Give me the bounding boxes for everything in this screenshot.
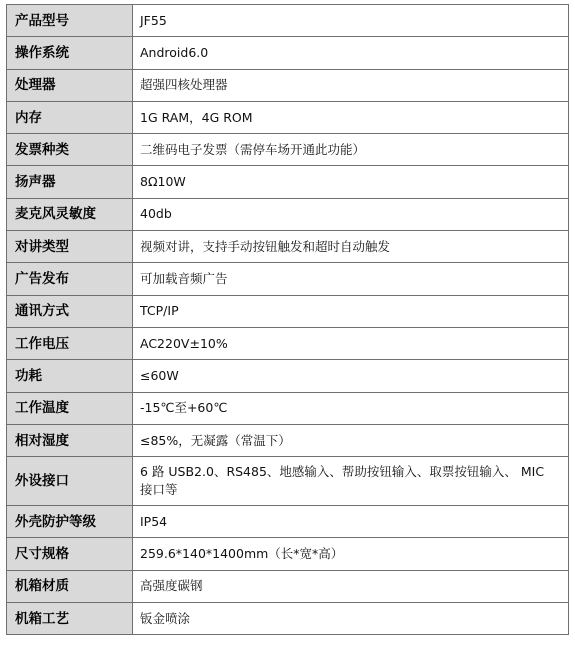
spec-value: 高强度碳钢 — [133, 570, 569, 602]
spec-value: 40db — [133, 198, 569, 230]
table-row — [7, 457, 569, 506]
spec-label: 操作系统 — [7, 37, 133, 69]
table-row — [7, 327, 569, 359]
table-row — [7, 295, 569, 327]
table-row — [7, 198, 569, 230]
spec-value: IP54 — [133, 506, 569, 538]
spec-table — [6, 4, 569, 635]
spec-value: -15℃至+60℃ — [133, 392, 569, 424]
spec-value: 6 路 USB2.0、RS485、地感输入、帮助按钮输入、取票按钮输入、 MIC 接口等 — [133, 457, 569, 506]
spec-label: 外设接口 — [7, 457, 133, 506]
spec-value: 259.6*140*1400mm（长*宽*高） — [133, 538, 569, 570]
spec-value: 钣金喷涂 — [133, 603, 569, 635]
spec-value: 8Ω10W — [133, 166, 569, 198]
spec-value: 视频对讲，支持手动按钮触发和超时自动触发 — [133, 231, 569, 263]
table-row — [7, 134, 569, 166]
table-row — [7, 5, 569, 37]
table-row — [7, 392, 569, 424]
spec-label: 机箱材质 — [7, 570, 133, 602]
spec-value: ≤85%，无凝露（常温下） — [133, 424, 569, 456]
spec-label: 对讲类型 — [7, 231, 133, 263]
spec-label: 尺寸规格 — [7, 538, 133, 570]
table-row — [7, 231, 569, 263]
spec-label: 机箱工艺 — [7, 603, 133, 635]
spec-label: 外壳防护等级 — [7, 506, 133, 538]
table-row — [7, 166, 569, 198]
table-row — [7, 101, 569, 133]
spec-label: 通讯方式 — [7, 295, 133, 327]
spec-value: AC220V±10% — [133, 327, 569, 359]
spec-label: 相对湿度 — [7, 424, 133, 456]
spec-label: 发票种类 — [7, 134, 133, 166]
table-row — [7, 263, 569, 295]
spec-label: 处理器 — [7, 69, 133, 101]
table-row — [7, 506, 569, 538]
spec-label: 扬声器 — [7, 166, 133, 198]
spec-value: TCP/IP — [133, 295, 569, 327]
table-row — [7, 424, 569, 456]
spec-value: 1G RAM，4G ROM — [133, 101, 569, 133]
table-row — [7, 570, 569, 602]
spec-label: 广告发布 — [7, 263, 133, 295]
table-row — [7, 538, 569, 570]
spec-label: 麦克风灵敏度 — [7, 198, 133, 230]
spec-value: Android6.0 — [133, 37, 569, 69]
spec-label: 工作温度 — [7, 392, 133, 424]
table-row — [7, 69, 569, 101]
spec-label: 产品型号 — [7, 5, 133, 37]
spec-value: 可加载音频广告 — [133, 263, 569, 295]
spec-label: 功耗 — [7, 360, 133, 392]
spec-value: 二维码电子发票（需停车场开通此功能） — [133, 134, 569, 166]
table-row — [7, 37, 569, 69]
table-row — [7, 360, 569, 392]
spec-value: JF55 — [133, 5, 569, 37]
spec-value: 超强四核处理器 — [133, 69, 569, 101]
spec-label: 内存 — [7, 101, 133, 133]
spec-label: 工作电压 — [7, 327, 133, 359]
table-row — [7, 603, 569, 635]
spec-value: ≤60W — [133, 360, 569, 392]
